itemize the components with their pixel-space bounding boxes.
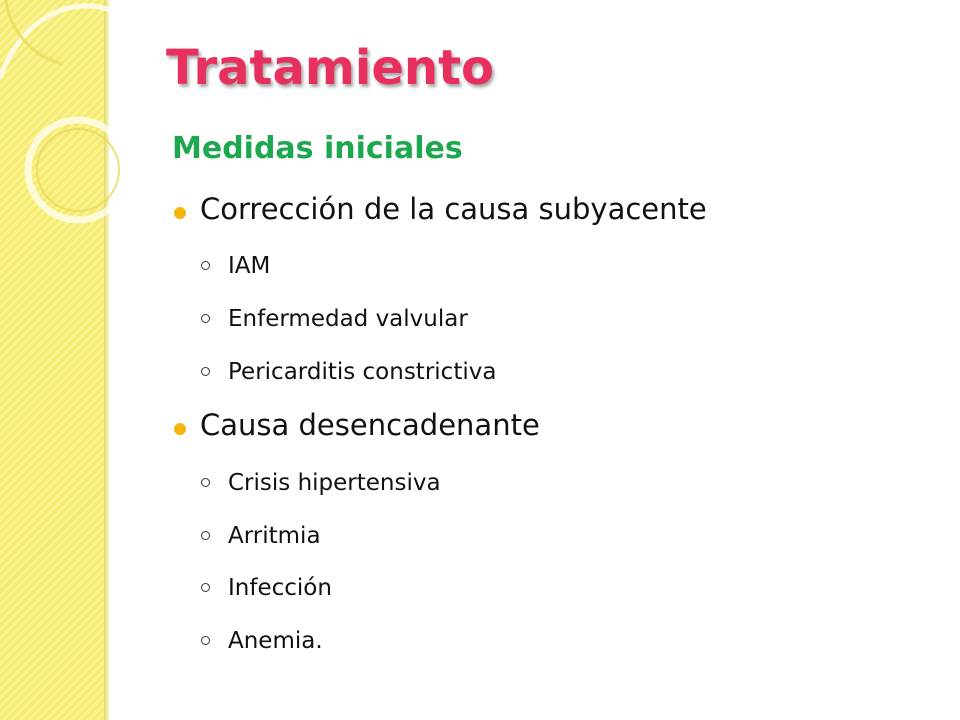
sub-bullet-text: Enfermedad valvular <box>228 306 468 332</box>
hollow-circle-bullet-icon <box>201 314 210 323</box>
sub-bullet-text: Crisis hipertensiva <box>228 470 441 496</box>
bullet-text: Causa desencadenante <box>200 408 540 442</box>
hollow-circle-bullet-icon <box>201 636 210 645</box>
bullet-dot-icon <box>174 207 186 219</box>
hollow-circle-bullet-icon <box>201 367 210 376</box>
sub-bullet-item-crisis-hipertensiva <box>228 470 441 496</box>
slide-subtitle: Medidas iniciales <box>172 131 463 166</box>
bullet-dot-icon <box>174 423 186 435</box>
sub-bullet-text: Arritmia <box>228 523 321 549</box>
hollow-circle-bullet-icon <box>201 261 210 270</box>
hollow-circle-bullet-icon <box>201 531 210 540</box>
hollow-circle-bullet-icon <box>201 478 210 487</box>
bullet-text: Corrección de la causa subyacente <box>200 192 707 226</box>
sub-bullet-item-enfermedad-valvular <box>228 306 468 332</box>
bullet-item-correccion <box>200 192 707 226</box>
bullet-item-causa-desencadenante <box>200 408 540 442</box>
sub-bullet-text: IAM <box>228 253 271 279</box>
sub-bullet-item-infeccion <box>228 575 332 601</box>
sub-bullet-item-iam <box>228 253 270 279</box>
sub-bullet-text: Anemia. <box>228 628 323 654</box>
sub-bullet-text: Pericarditis constrictiva <box>228 359 497 385</box>
sub-bullet-item-arritmia <box>228 523 321 549</box>
sub-bullet-item-pericarditis <box>228 359 496 385</box>
hollow-circle-bullet-icon <box>201 583 210 592</box>
sub-bullet-text: Infección <box>228 575 332 601</box>
slide-title: Tratamiento <box>166 40 494 96</box>
sub-bullet-item-anemia <box>228 628 323 654</box>
